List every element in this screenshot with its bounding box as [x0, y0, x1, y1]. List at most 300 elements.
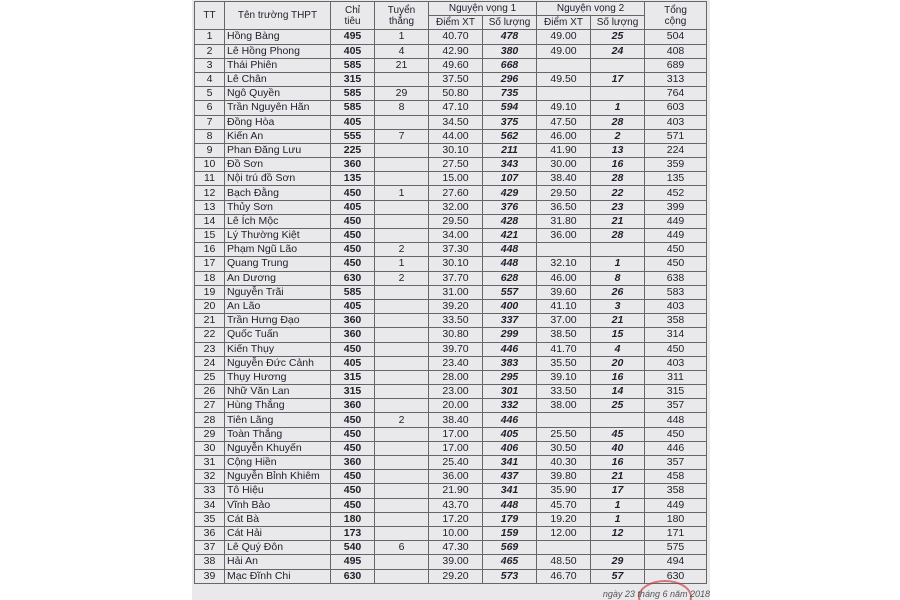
cell-nv2-count: 17	[591, 72, 645, 86]
cell-nv1-score: 43.70	[429, 498, 483, 512]
date-footnote: ngày 23 tháng 6 năm 2018	[602, 589, 710, 599]
cell-total: 171	[645, 526, 707, 540]
cell-total: 224	[645, 143, 707, 157]
cell-direct: 1	[375, 186, 429, 200]
cell-nv1-score: 17.00	[429, 441, 483, 455]
cell-nv2-score: 33.50	[537, 385, 591, 399]
table-row	[195, 526, 707, 540]
table-row	[195, 58, 707, 72]
table-row	[195, 243, 707, 257]
cell-total: 403	[645, 356, 707, 370]
cell-direct: 2	[375, 271, 429, 285]
cell-nv2-count: 12	[591, 526, 645, 540]
table-row	[195, 299, 707, 313]
cell-nv1-count: 211	[483, 143, 537, 157]
cell-nv1-score: 30.80	[429, 328, 483, 342]
cell-direct	[375, 342, 429, 356]
table-row	[195, 314, 707, 328]
cell-nv2-score: 40.30	[537, 456, 591, 470]
cell-nv2-score: 30.50	[537, 441, 591, 455]
cell-direct	[375, 299, 429, 313]
cell-tt: 9	[195, 143, 225, 157]
cell-direct	[375, 456, 429, 470]
cell-nv2-score: 48.50	[537, 555, 591, 569]
cell-nv2-score: 39.60	[537, 285, 591, 299]
cell-nv2-count: 45	[591, 427, 645, 441]
cell-nv1-count: 296	[483, 72, 537, 86]
cell-school: Trần Nguyên Hãn	[225, 101, 331, 115]
cell-nv1-count: 341	[483, 456, 537, 470]
table-row	[195, 271, 707, 285]
cell-direct	[375, 370, 429, 384]
cell-nv1-count: 478	[483, 30, 537, 44]
cell-school: Toàn Thắng	[225, 427, 331, 441]
cell-nv1-count: 465	[483, 555, 537, 569]
cell-school: Trần Hưng Đạo	[225, 314, 331, 328]
cell-nv2-count: 8	[591, 271, 645, 285]
cell-school: Đồng Hòa	[225, 115, 331, 129]
cell-school: Kiến An	[225, 129, 331, 143]
cell-nv2-count: 22	[591, 186, 645, 200]
cell-nv2-score: 49.00	[537, 30, 591, 44]
cell-nv2-count: 40	[591, 441, 645, 455]
cell-nv2-score: 31.80	[537, 214, 591, 228]
cell-nv1-count: 343	[483, 158, 537, 172]
cell-direct	[375, 470, 429, 484]
cell-quota: 495	[331, 30, 375, 44]
table-row	[195, 101, 707, 115]
table-row	[195, 541, 707, 555]
cell-nv2-count: 1	[591, 257, 645, 271]
cell-nv2-count: 29	[591, 555, 645, 569]
cell-quota: 360	[331, 314, 375, 328]
cell-nv1-count: 429	[483, 186, 537, 200]
cell-nv2-count: 21	[591, 470, 645, 484]
cell-quota: 495	[331, 555, 375, 569]
cell-nv1-count: 375	[483, 115, 537, 129]
cell-tt: 14	[195, 214, 225, 228]
header-row	[195, 2, 707, 16]
cell-quota: 585	[331, 87, 375, 101]
cell-nv1-count: 299	[483, 328, 537, 342]
cell-quota: 225	[331, 143, 375, 157]
cell-nv2-count: 28	[591, 115, 645, 129]
cell-nv2-score: 49.10	[537, 101, 591, 115]
cell-direct	[375, 115, 429, 129]
cell-nv1-score: 28.00	[429, 370, 483, 384]
cell-nv2-count: 28	[591, 172, 645, 186]
cell-nv1-score: 20.00	[429, 399, 483, 413]
cell-nv2-score: 37.00	[537, 314, 591, 328]
cell-tt: 10	[195, 158, 225, 172]
table-row	[195, 427, 707, 441]
cell-total: 571	[645, 129, 707, 143]
cell-nv2-score	[537, 243, 591, 257]
cell-tt: 38	[195, 555, 225, 569]
cell-nv2-count: 57	[591, 569, 645, 583]
cell-quota: 405	[331, 200, 375, 214]
table-row	[195, 328, 707, 342]
cell-nv2-score: 19.20	[537, 512, 591, 526]
cell-nv1-score: 23.40	[429, 356, 483, 370]
cell-school: Cộng Hiền	[225, 456, 331, 470]
cell-direct	[375, 569, 429, 583]
cell-school: Tiên Lãng	[225, 413, 331, 427]
cell-nv2-score: 45.70	[537, 498, 591, 512]
cell-tt: 34	[195, 498, 225, 512]
cell-nv2-count: 1	[591, 101, 645, 115]
cell-total: 452	[645, 186, 707, 200]
cell-total: 408	[645, 44, 707, 58]
cell-quota: 450	[331, 186, 375, 200]
cell-nv1-count: 668	[483, 58, 537, 72]
cell-total: 689	[645, 58, 707, 72]
cell-school: Cát Bà	[225, 512, 331, 526]
cell-nv2-score: 38.00	[537, 399, 591, 413]
cell-quota: 450	[331, 413, 375, 427]
cell-school: Thủy Sơn	[225, 200, 331, 214]
cell-total: 358	[645, 314, 707, 328]
cell-nv1-score: 36.00	[429, 470, 483, 484]
cell-nv2-count: 21	[591, 314, 645, 328]
cell-nv1-score: 47.10	[429, 101, 483, 115]
cell-nv1-count: 376	[483, 200, 537, 214]
cell-quota: 405	[331, 356, 375, 370]
cell-nv1-score: 29.50	[429, 214, 483, 228]
cell-nv1-score: 17.00	[429, 427, 483, 441]
cell-nv2-count	[591, 87, 645, 101]
cell-nv2-score: 41.90	[537, 143, 591, 157]
table-row	[195, 569, 707, 583]
cell-school: Vĩnh Bảo	[225, 498, 331, 512]
cell-quota: 585	[331, 285, 375, 299]
cell-total: 583	[645, 285, 707, 299]
table-row	[195, 413, 707, 427]
cell-school: Bạch Đằng	[225, 186, 331, 200]
cell-nv1-count: 159	[483, 526, 537, 540]
cell-school: Hùng Thắng	[225, 399, 331, 413]
header-nv2-score: Điểm XT	[537, 16, 591, 30]
cell-nv1-count: 446	[483, 342, 537, 356]
cell-nv2-count: 4	[591, 342, 645, 356]
table-row	[195, 285, 707, 299]
cell-school: Thái Phiên	[225, 58, 331, 72]
cell-quota: 180	[331, 512, 375, 526]
cell-nv2-score: 35.50	[537, 356, 591, 370]
cell-school: Nội trú đồ Sơn	[225, 172, 331, 186]
cell-tt: 37	[195, 541, 225, 555]
cell-total: 357	[645, 399, 707, 413]
cell-school: Lê Quý Đôn	[225, 541, 331, 555]
cell-total: 357	[645, 456, 707, 470]
cell-tt: 31	[195, 456, 225, 470]
cell-nv2-score	[537, 87, 591, 101]
table-row	[195, 87, 707, 101]
cell-quota: 315	[331, 370, 375, 384]
cell-school: Phan Đăng Lưu	[225, 143, 331, 157]
cell-nv1-count: 428	[483, 214, 537, 228]
cell-school: Nguyễn Trãi	[225, 285, 331, 299]
cell-nv1-count: 569	[483, 541, 537, 555]
cell-nv1-count: 448	[483, 498, 537, 512]
cell-tt: 13	[195, 200, 225, 214]
cell-tt: 24	[195, 356, 225, 370]
cell-total: 458	[645, 470, 707, 484]
cell-nv2-score: 49.50	[537, 72, 591, 86]
cell-direct	[375, 441, 429, 455]
cell-quota: 450	[331, 243, 375, 257]
cell-nv2-score: 29.50	[537, 186, 591, 200]
cell-school: Nguyễn Khuyến	[225, 441, 331, 455]
cell-quota: 630	[331, 569, 375, 583]
cell-nv1-score: 37.30	[429, 243, 483, 257]
cell-nv2-score: 47.50	[537, 115, 591, 129]
cell-tt: 1	[195, 30, 225, 44]
cell-total: 359	[645, 158, 707, 172]
table-row	[195, 158, 707, 172]
cell-school: Mạc Đĩnh Chi	[225, 569, 331, 583]
cell-nv1-score: 31.00	[429, 285, 483, 299]
cell-direct: 2	[375, 413, 429, 427]
cell-quota: 315	[331, 72, 375, 86]
cell-school: Nhữ Văn Lan	[225, 385, 331, 399]
cell-school: Ngô Quyền	[225, 87, 331, 101]
cell-tt: 25	[195, 370, 225, 384]
cell-direct: 1	[375, 257, 429, 271]
cell-nv1-count: 337	[483, 314, 537, 328]
cell-total: 446	[645, 441, 707, 455]
table-row	[195, 200, 707, 214]
cell-nv2-count: 25	[591, 399, 645, 413]
table-row	[195, 229, 707, 243]
cell-nv2-count: 23	[591, 200, 645, 214]
cell-tt: 5	[195, 87, 225, 101]
table-row	[195, 498, 707, 512]
cell-nv1-count: 179	[483, 512, 537, 526]
cell-school: Lê Ích Mộc	[225, 214, 331, 228]
cell-school: Quốc Tuấn	[225, 328, 331, 342]
cell-school: Cát Hải	[225, 526, 331, 540]
cell-direct	[375, 200, 429, 214]
cell-school: Quang Trung	[225, 257, 331, 271]
table-row	[195, 456, 707, 470]
cell-direct: 6	[375, 541, 429, 555]
cell-nv2-score: 25.50	[537, 427, 591, 441]
cell-nv2-count: 15	[591, 328, 645, 342]
cell-nv2-count	[591, 413, 645, 427]
table-row	[195, 30, 707, 44]
cell-nv2-count: 17	[591, 484, 645, 498]
cell-nv1-score: 29.20	[429, 569, 483, 583]
cell-nv1-count: 735	[483, 87, 537, 101]
cell-tt: 28	[195, 413, 225, 427]
cell-nv1-score: 49.60	[429, 58, 483, 72]
cell-quota: 360	[331, 456, 375, 470]
cell-nv1-score: 34.00	[429, 229, 483, 243]
cell-tt: 36	[195, 526, 225, 540]
cell-direct: 1	[375, 30, 429, 44]
cell-nv1-score: 27.60	[429, 186, 483, 200]
document-sheet	[192, 0, 710, 600]
cell-quota: 555	[331, 129, 375, 143]
header-nv1: Nguyện vọng 1	[429, 2, 537, 16]
cell-nv1-score: 10.00	[429, 526, 483, 540]
cell-quota: 450	[331, 498, 375, 512]
cell-nv2-count: 13	[591, 143, 645, 157]
cell-nv1-score: 50.80	[429, 87, 483, 101]
table-row	[195, 512, 707, 526]
cell-nv1-score: 15.00	[429, 172, 483, 186]
cell-direct	[375, 512, 429, 526]
cell-nv2-score	[537, 58, 591, 72]
cell-quota: 135	[331, 172, 375, 186]
cell-quota: 173	[331, 526, 375, 540]
cell-nv1-score: 39.70	[429, 342, 483, 356]
cell-quota: 450	[331, 214, 375, 228]
table-row	[195, 44, 707, 58]
cell-total: 313	[645, 72, 707, 86]
cell-nv1-score: 47.30	[429, 541, 483, 555]
cell-nv1-count: 448	[483, 243, 537, 257]
table-row	[195, 342, 707, 356]
header-school: Tên trường THPT	[225, 2, 331, 30]
cell-tt: 15	[195, 229, 225, 243]
cell-nv1-score: 33.50	[429, 314, 483, 328]
cell-nv2-score: 38.50	[537, 328, 591, 342]
cell-direct	[375, 285, 429, 299]
cell-total: 449	[645, 498, 707, 512]
header-nv2-count: Số lượng	[591, 16, 645, 30]
cell-quota: 450	[331, 229, 375, 243]
cell-school: Đồ Sơn	[225, 158, 331, 172]
cell-total: 450	[645, 243, 707, 257]
cell-total: 504	[645, 30, 707, 44]
table-row	[195, 370, 707, 384]
cell-nv1-score: 38.40	[429, 413, 483, 427]
cell-nv2-score	[537, 413, 591, 427]
table-row	[195, 129, 707, 143]
cell-nv1-count: 406	[483, 441, 537, 455]
cell-school: Lê Hồng Phong	[225, 44, 331, 58]
cell-tt: 18	[195, 271, 225, 285]
cell-direct	[375, 214, 429, 228]
cell-school: Hồng Bàng	[225, 30, 331, 44]
cell-tt: 22	[195, 328, 225, 342]
cell-tt: 29	[195, 427, 225, 441]
cell-nv1-count: 446	[483, 413, 537, 427]
cell-direct	[375, 385, 429, 399]
cell-direct	[375, 526, 429, 540]
cell-total: 764	[645, 87, 707, 101]
cell-nv1-score: 40.70	[429, 30, 483, 44]
cell-direct	[375, 229, 429, 243]
table-row	[195, 72, 707, 86]
table-row	[195, 441, 707, 455]
header-quota: Chỉ tiêu	[331, 2, 375, 30]
header-direct: Tuyển thẳng	[375, 2, 429, 30]
cell-nv1-score: 39.00	[429, 555, 483, 569]
cell-total: 403	[645, 299, 707, 313]
cell-nv1-count: 437	[483, 470, 537, 484]
cell-quota: 405	[331, 299, 375, 313]
cell-nv1-score: 44.00	[429, 129, 483, 143]
cell-tt: 19	[195, 285, 225, 299]
cell-direct	[375, 328, 429, 342]
cell-nv2-score: 30.00	[537, 158, 591, 172]
cell-total: 494	[645, 555, 707, 569]
cell-tt: 20	[195, 299, 225, 313]
cell-tt: 35	[195, 512, 225, 526]
cell-nv2-count	[591, 541, 645, 555]
cell-quota: 540	[331, 541, 375, 555]
table-row	[195, 143, 707, 157]
cell-nv2-score: 41.70	[537, 342, 591, 356]
cell-total: 449	[645, 229, 707, 243]
cell-nv2-score: 39.80	[537, 470, 591, 484]
cell-direct	[375, 172, 429, 186]
cell-nv1-count: 573	[483, 569, 537, 583]
cell-nv2-count: 28	[591, 229, 645, 243]
cell-tt: 16	[195, 243, 225, 257]
cell-tt: 26	[195, 385, 225, 399]
cell-nv2-score: 32.10	[537, 257, 591, 271]
cell-nv2-count: 16	[591, 456, 645, 470]
cell-nv2-count: 16	[591, 158, 645, 172]
cell-nv2-score: 12.00	[537, 526, 591, 540]
cell-quota: 630	[331, 271, 375, 285]
table-row	[195, 257, 707, 271]
cell-tt: 3	[195, 58, 225, 72]
cell-nv2-count	[591, 58, 645, 72]
cell-nv2-count	[591, 243, 645, 257]
header-nv2: Nguyện vọng 2	[537, 2, 645, 16]
cell-tt: 32	[195, 470, 225, 484]
cell-nv1-score: 17.20	[429, 512, 483, 526]
cell-nv1-count: 301	[483, 385, 537, 399]
cell-nv2-score: 36.00	[537, 229, 591, 243]
cell-nv1-count: 594	[483, 101, 537, 115]
cell-nv2-count: 16	[591, 370, 645, 384]
header-total: Tổng cộng	[645, 2, 707, 30]
cell-tt: 39	[195, 569, 225, 583]
cell-nv1-count: 107	[483, 172, 537, 186]
cell-total: 314	[645, 328, 707, 342]
cell-total: 448	[645, 413, 707, 427]
table-row	[195, 172, 707, 186]
table-row	[195, 484, 707, 498]
cell-nv2-count: 2	[591, 129, 645, 143]
cell-direct: 21	[375, 58, 429, 72]
cell-nv2-count: 21	[591, 214, 645, 228]
cell-nv2-score: 49.00	[537, 44, 591, 58]
cell-school: Tô Hiệu	[225, 484, 331, 498]
cell-total: 630	[645, 569, 707, 583]
cell-total: 638	[645, 271, 707, 285]
cell-direct	[375, 314, 429, 328]
cell-quota: 585	[331, 101, 375, 115]
table-row	[195, 356, 707, 370]
cell-direct: 2	[375, 243, 429, 257]
header-nv1-score: Điểm XT	[429, 16, 483, 30]
cell-nv2-score: 46.70	[537, 569, 591, 583]
cell-nv1-count: 383	[483, 356, 537, 370]
cell-total: 180	[645, 512, 707, 526]
cell-direct	[375, 143, 429, 157]
cell-tt: 7	[195, 115, 225, 129]
cell-tt: 12	[195, 186, 225, 200]
cell-nv1-count: 405	[483, 427, 537, 441]
cell-nv2-count: 1	[591, 512, 645, 526]
